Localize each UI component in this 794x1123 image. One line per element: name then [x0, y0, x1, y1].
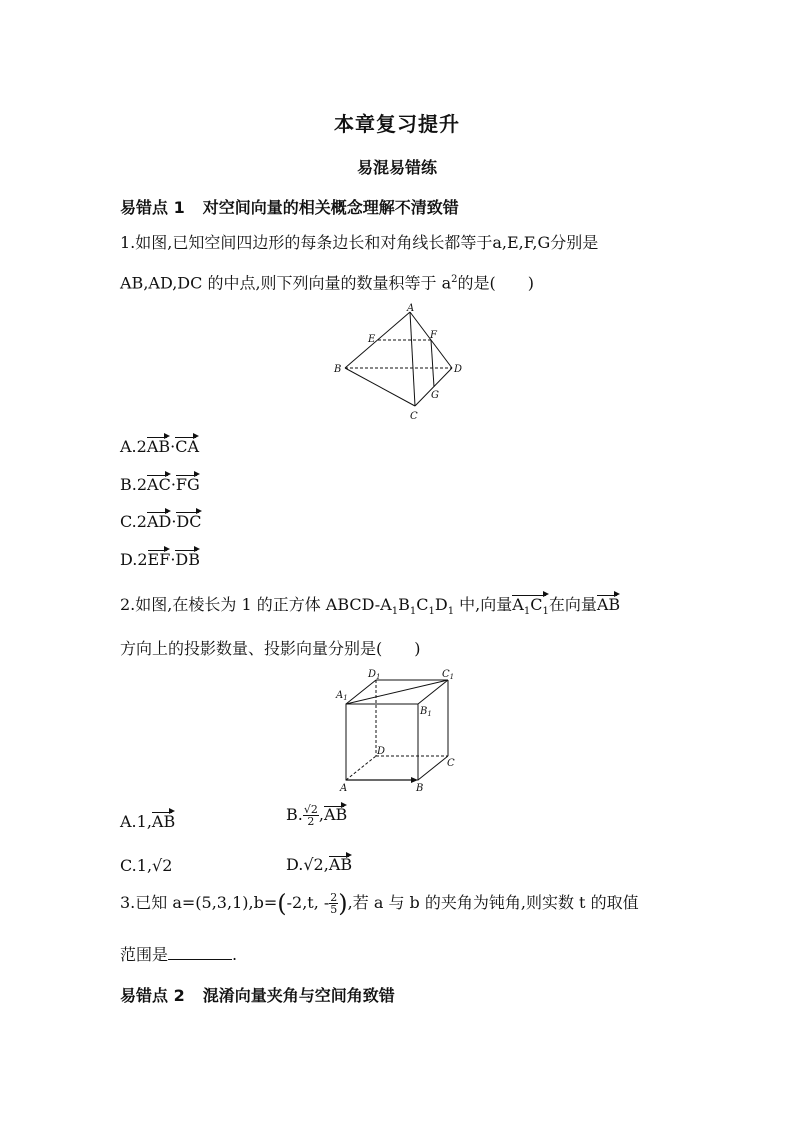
q2-line2: 方向上的投影数量、投影向量分别是( )	[120, 639, 421, 658]
section-label: 易错点 1	[120, 198, 185, 217]
q3-line1: 3.已知 a=(5,3,1),b=(-2,t, - $\frac{2}{5}$ ),若 a 与 b 的夹角为钝角,则实数 t 的取值	[120, 889, 639, 918]
q1-option-d[interactable]: D.2EF·DB	[120, 550, 200, 569]
answer-blank[interactable]	[168, 945, 232, 960]
q2-line1: 2.如图,在棱长为 1 的正方体 ABCD-$A_1B_1C_1D_1$ 中,向量$A_1C_1$在向量AB	[120, 594, 620, 623]
label-C: C	[447, 758, 455, 769]
section-text: 对空间向量的相关概念理解不清致错	[202, 198, 459, 217]
q1-line2: AB,AD,DC 的中点,则下列向量的数量积等于 $a^2$的是( )	[120, 273, 535, 293]
label-E: E	[368, 334, 376, 345]
q1-option-c[interactable]: C.2AD·DC	[120, 512, 202, 531]
tetrahedron-figure	[330, 302, 470, 424]
label-A1: $A_1$	[336, 690, 348, 702]
fraction-sqrt2-over-2: $\frac{√2}{2}$	[303, 803, 318, 828]
label-B1: $B_1$	[420, 706, 432, 718]
label-A: A	[407, 303, 415, 314]
q2-option-b[interactable]: B. $\frac{√2}{2}$ ,AB	[286, 803, 348, 828]
q1-option-b[interactable]: B.2AC·FG	[120, 475, 200, 494]
label-C1: $C_1$	[442, 669, 455, 681]
label-B: B	[416, 783, 424, 794]
section-label: 易错点 2	[120, 986, 185, 1005]
q2-option-c[interactable]: C.1,√2	[120, 856, 173, 875]
label-D: D	[454, 364, 463, 375]
label-B: B	[334, 364, 342, 375]
label-A: A	[340, 783, 348, 794]
q1-line1: 1.如图,已知空间四边形的每条边长和对角线长都等于a,E,F,G分别是	[120, 233, 599, 252]
section-text: 混淆向量夹角与空间角致错	[202, 986, 395, 1005]
section-heading-2	[120, 983, 395, 1006]
q2-option-d[interactable]: D.√2,AB	[286, 855, 353, 874]
section-heading-1	[120, 195, 459, 218]
label-G: G	[431, 390, 439, 401]
q3-line2: 范围是 .	[120, 945, 238, 964]
vector-a1c1: $A_1C_1$	[512, 594, 549, 623]
label-C: C	[410, 411, 418, 422]
label-D: D	[377, 746, 386, 757]
page-subtitle: 易混易错练	[356, 158, 437, 177]
q2-option-a[interactable]: A.1,AB	[120, 812, 176, 831]
label-F: F	[430, 330, 437, 341]
page-title: 本章复习提升	[334, 112, 460, 136]
cube-figure	[334, 668, 464, 796]
label-D1: $D_1$	[368, 669, 381, 681]
q1-option-a[interactable]: A.2AB·CA	[120, 437, 200, 456]
